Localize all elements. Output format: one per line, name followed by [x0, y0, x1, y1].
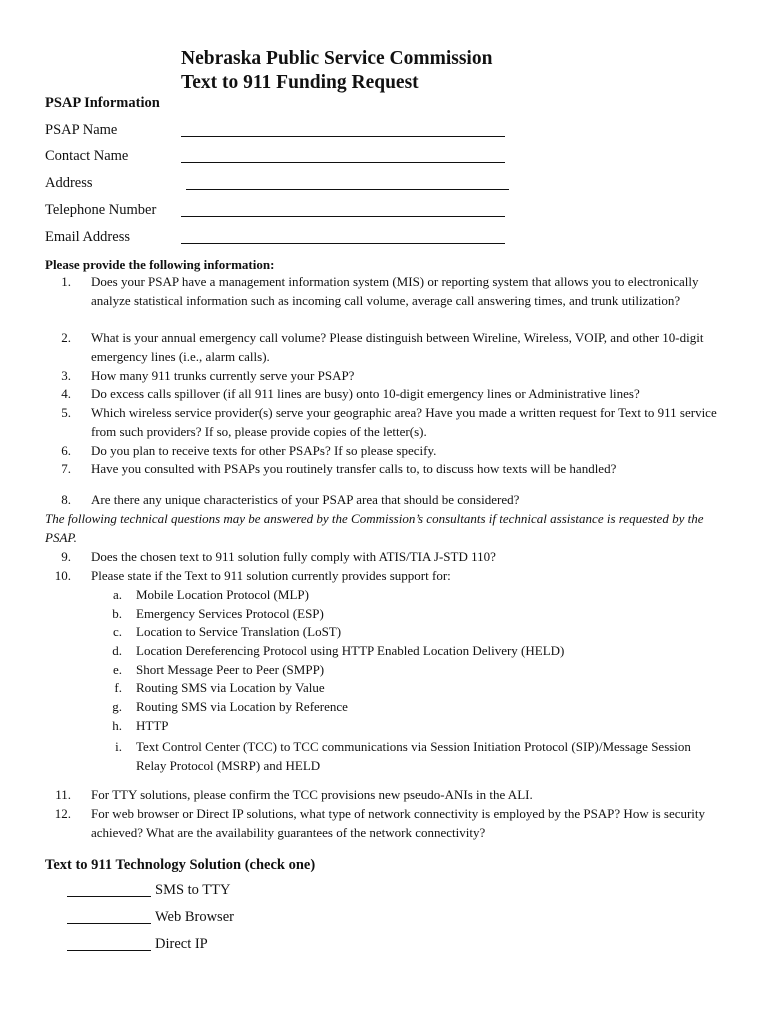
- question-text: Does the chosen text to 911 solution fully comply with ATIS/TIA J-STD 110?: [91, 549, 496, 564]
- item-letter: e.: [112, 662, 122, 677]
- address-label: Address: [45, 175, 93, 191]
- item-text: Short Message Peer to Peer (SMPP): [136, 662, 325, 677]
- item-letter: h.: [112, 718, 122, 733]
- item-letter: c.: [112, 624, 122, 639]
- item-letter: i.: [115, 739, 122, 754]
- question-number: 11.: [55, 787, 71, 802]
- questions-heading: Please provide the following information:: [45, 257, 275, 272]
- direct-ip-checkbox[interactable]: [67, 950, 151, 951]
- contact-name-field[interactable]: [181, 162, 505, 163]
- item-text: HTTP: [136, 718, 169, 733]
- question-number: 2.: [61, 330, 71, 345]
- question-number: 5.: [61, 405, 71, 420]
- web-browser-checkbox[interactable]: [67, 923, 151, 924]
- question-number: 8.: [61, 492, 71, 507]
- direct-ip-label: Direct IP: [155, 936, 208, 952]
- question-number: 7.: [61, 461, 71, 476]
- question-number: 9.: [61, 549, 71, 564]
- item-text: Location Dereferencing Protocol using HTTP Enabled Location Delivery (HELD): [136, 643, 565, 658]
- item-text: Routing SMS via Location by Reference: [136, 699, 348, 714]
- psap-name-field[interactable]: [181, 136, 505, 137]
- sms-to-tty-label: SMS to TTY: [155, 882, 231, 898]
- email-field[interactable]: [181, 243, 505, 244]
- question-number: 12.: [54, 806, 71, 821]
- item-text: Emergency Services Protocol (ESP): [136, 606, 324, 621]
- solution-heading: Text to 911 Technology Solution (check one): [45, 857, 316, 873]
- psap-info-heading: PSAP Information: [45, 95, 160, 111]
- psap-name-label: PSAP Name: [45, 122, 118, 138]
- question-text: Have you consulted with PSAPs you routinely transfer calls to, to discuss how texts will be handled?: [91, 461, 617, 476]
- item-letter: a.: [112, 587, 122, 602]
- question-text: Which wireless service provider(s) serve your geographic area? Have you made a written request for Text to 911 service from such providers? If so, please provide copies of the letter(s).: [91, 405, 717, 439]
- item-text: Location to Service Translation (LoST): [136, 624, 342, 639]
- web-browser-label: Web Browser: [155, 909, 234, 925]
- question-number: 10.: [54, 568, 71, 583]
- item-letter: g.: [112, 699, 122, 714]
- contact-name-label: Contact Name: [45, 148, 129, 164]
- question-text: Does your PSAP have a management information system (MIS) or reporting system that allows you to electronically analyze statistical information such as incoming call volume, average call answering times, and trunk utilization?: [91, 274, 699, 308]
- item-letter: d.: [112, 643, 122, 658]
- address-field[interactable]: [186, 189, 509, 190]
- question-text: What is your annual emergency call volume? Please distinguish between Wireline, Wireless, VOIP, and other 10-digit emergency lines (i.e., alarm calls).: [91, 330, 704, 364]
- telephone-field[interactable]: [181, 216, 505, 217]
- page-subtitle: Text to 911 Funding Request: [181, 72, 419, 93]
- question-number: 3.: [61, 368, 71, 383]
- item-letter: f.: [114, 680, 122, 695]
- email-label: Email Address: [45, 229, 130, 245]
- question-number: 1.: [61, 274, 71, 289]
- question-text: For web browser or Direct IP solutions, what type of network connectivity is employed by the PSAP? How is security achieved? What are the availability guarantees of the network connectivity?: [91, 806, 706, 840]
- page-title: Nebraska Public Service Commission: [181, 48, 493, 69]
- question-text: Please state if the Text to 911 solution currently provides support for:: [91, 568, 451, 583]
- question-text: How many 911 trunks currently serve your PSAP?: [91, 368, 355, 383]
- sms-to-tty-checkbox[interactable]: [67, 896, 151, 897]
- question-number: 6.: [61, 443, 71, 458]
- item-text: Mobile Location Protocol (MLP): [136, 587, 309, 602]
- question-text: Do you plan to receive texts for other PSAPs? If so please specify.: [91, 443, 437, 458]
- item-letter: b.: [112, 606, 122, 621]
- item-text: Text Control Center (TCC) to TCC communications via Session Initiation Protocol (SIP)/Message Session Relay Protocol (MSRP) and HELD: [136, 739, 691, 773]
- question-text: For TTY solutions, please confirm the TCC provisions new pseudo-ANIs in the ALI.: [91, 787, 533, 802]
- question-number: 4.: [61, 386, 71, 401]
- question-text: Are there any unique characteristics of your PSAP area that should be considered?: [91, 492, 520, 507]
- telephone-label: Telephone Number: [45, 202, 157, 218]
- item-text: Routing SMS via Location by Value: [136, 680, 325, 695]
- technical-note: The following technical questions may be answered by the Commission’s consultants if technical assistance is requested by the PSAP.: [45, 511, 704, 545]
- question-text: Do excess calls spillover (if all 911 lines are busy) onto 10-digit emergency lines or Administrative lines?: [91, 386, 640, 401]
